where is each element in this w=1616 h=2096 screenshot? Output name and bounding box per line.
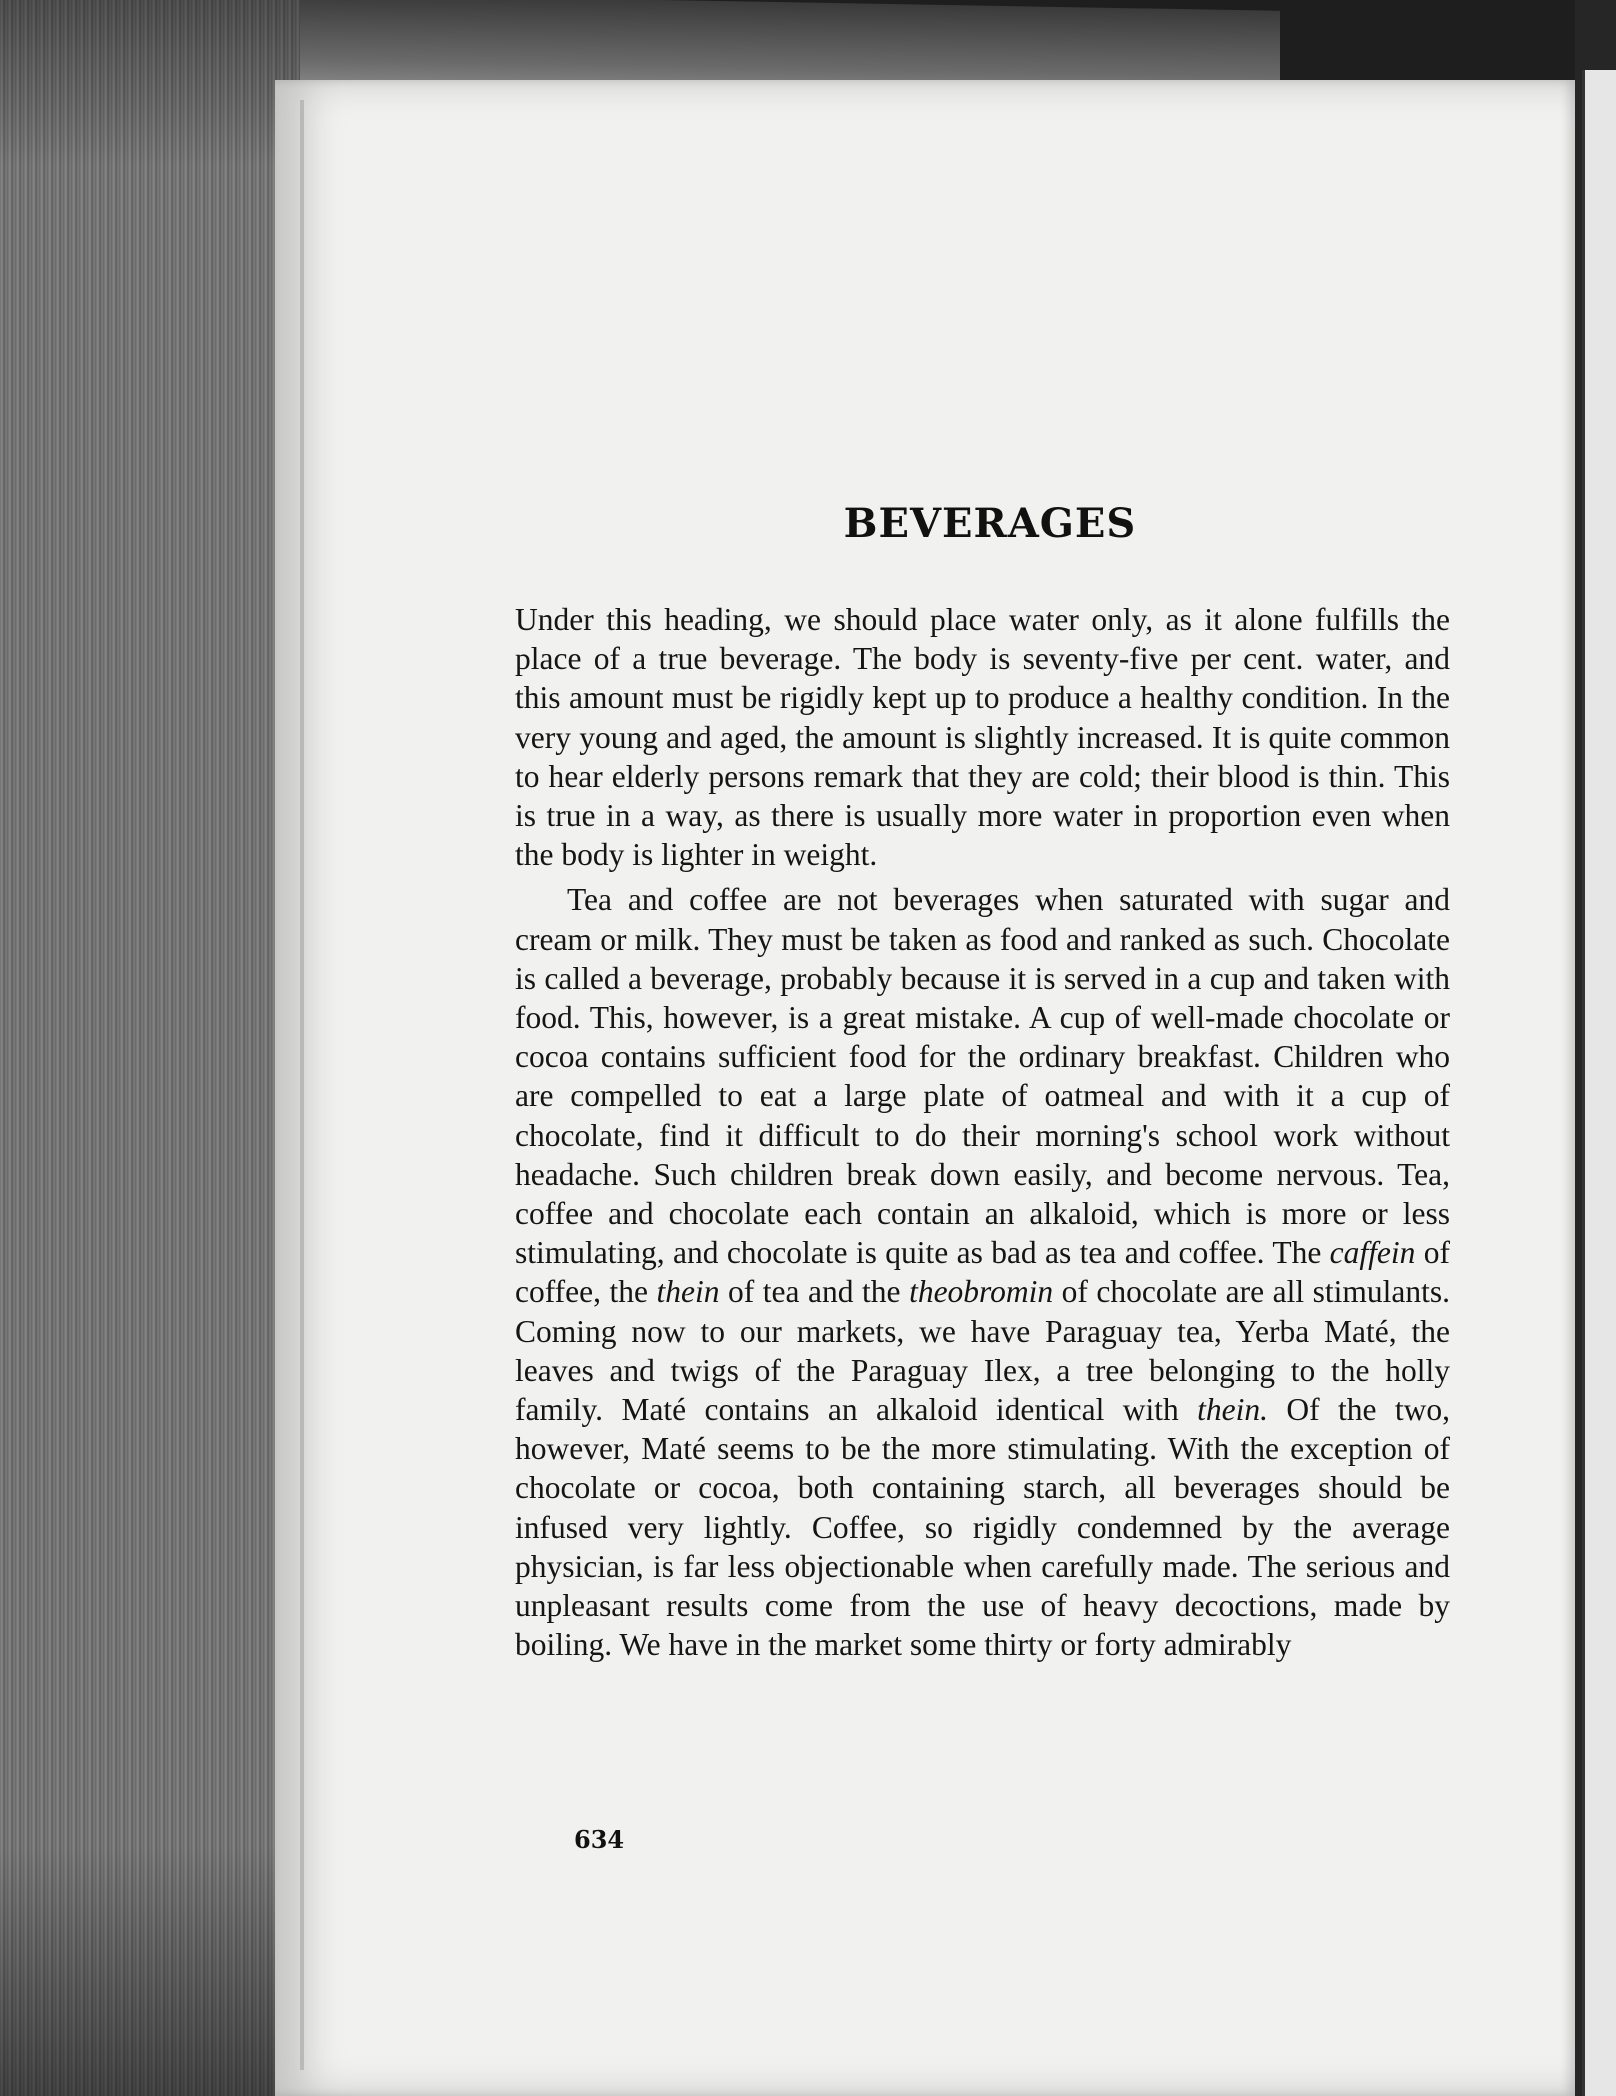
text-run: of chocolate are all stimulants. Coming now to our markets, we have Paraguay tea, Yerba Maté, the leaves and twigs of the Paraguay Ilex, a tree belonging to the holly family. Maté contains an alkaloid identical with xyxy=(515,1274,1450,1428)
italic-term: thein. xyxy=(1197,1392,1268,1428)
page-gutter-line xyxy=(300,100,304,2070)
text-run: Of the two, however, Maté seems to be the more stimulating. With the exception of chocolate or cocoa, both containing starch, all beverages should be infused very lightly. Coffee, so rigidly condemned by the average physician, is far less objectionable when carefully made. The serious and unpleasant results come from the use of heavy decoctions, made by boiling. We have in the market some thirty or forty admirably xyxy=(515,1392,1450,1663)
body-text xyxy=(515,600,1450,1664)
italic-term: thein xyxy=(656,1274,720,1310)
text-run: Tea and coffee are not beverages when saturated with sugar and cream or milk. They must be taken as food and ranked as such. Chocolate is called a beverage, probably because it is served in a cup and taken with food. This, however, is a great mistake. A cup of well-made chocolate or cocoa contains sufficient food for the ordinary breakfast. Children who are compelled to eat a large plate of oatmeal and with it a cup of chocolate, find it difficult to do their morning's school work without headache. Such children break down easily, and become nervous. Tea, coffee and chocolate each contain an alkaloid, which is more or less stimulating, and chocolate is quite as bad as tea and coffee. The xyxy=(515,882,1450,1271)
chapter-heading: BEVERAGES xyxy=(843,500,1137,547)
text-run: of coffee, the xyxy=(515,1235,1450,1310)
facing-page-edge xyxy=(1582,70,1616,2096)
text-run: of tea and the xyxy=(719,1274,910,1310)
page-number: 634 xyxy=(574,1825,625,1854)
page-stack-shadow xyxy=(0,0,300,2096)
italic-term: caffein xyxy=(1329,1235,1416,1271)
italic-term: theobromin xyxy=(909,1274,1054,1310)
paragraph xyxy=(515,600,1450,874)
text-run: Under this heading, we should place water only, as it alone fulfills the place of a true beverage. The body is seventy-five per cent. water, and this amount must be rigidly kept up to produce a healthy condition. In the very young and aged, the amount is slightly increased. It is quite common to hear elderly persons remark that they are cold; their blood is thin. This is true in a way, as there is usually more water in proportion even when the body is lighter in weight. xyxy=(515,602,1450,873)
paragraph xyxy=(515,880,1450,1664)
